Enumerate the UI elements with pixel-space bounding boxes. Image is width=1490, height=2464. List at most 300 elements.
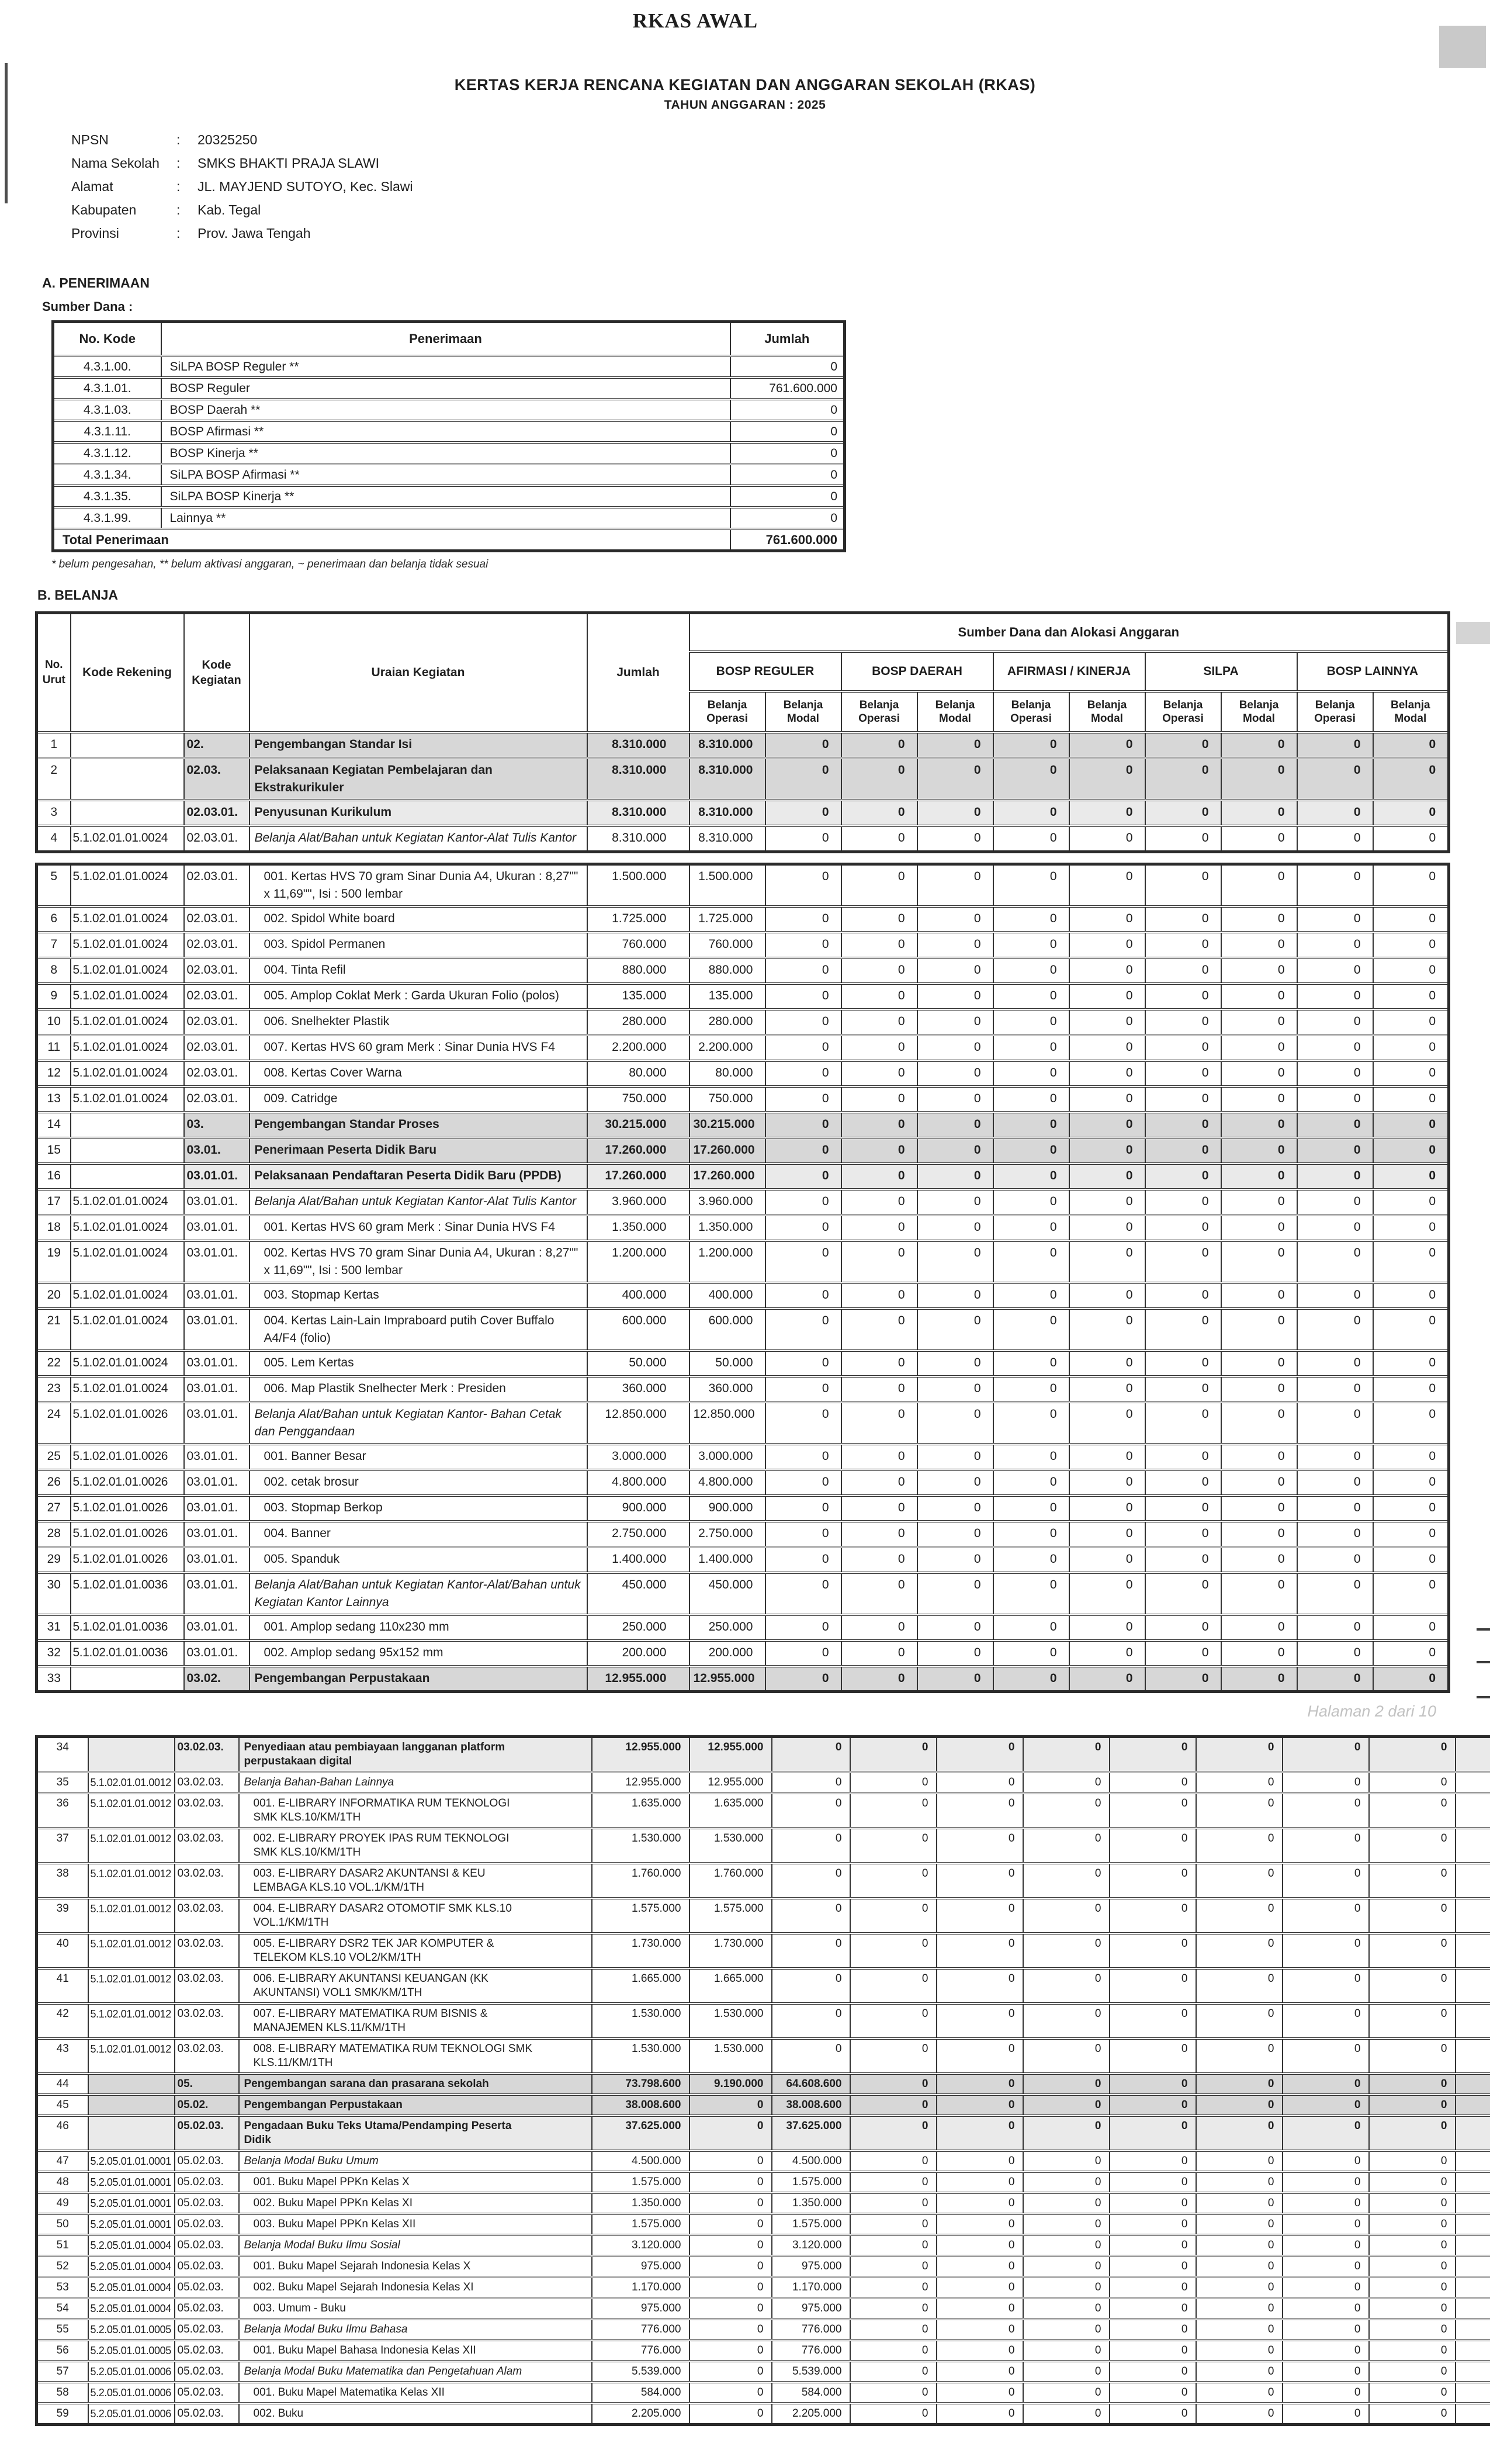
cell-bosp-daerah-operasi: 0 bbox=[841, 1666, 917, 1692]
cell-jumlah: 4.800.000 bbox=[587, 1470, 689, 1496]
cell-bosp-lainnya-modal: 0 bbox=[1373, 1351, 1449, 1376]
cell-bosp-daerah-operasi: 0 bbox=[841, 1444, 917, 1470]
cell-bosp-daerah-operasi: 0 bbox=[841, 800, 917, 826]
cell-silpa-operasi: 0 bbox=[1196, 2074, 1283, 2095]
col-header-sumber-dana: Sumber Dana dan Alokasi Anggaran bbox=[689, 613, 1449, 652]
cell-uraian: 005. Amplop Coklat Merk : Garda Ukuran Folio (polos) bbox=[250, 984, 587, 1009]
cell-bosp-lainnya-operasi: 0 bbox=[1297, 1138, 1373, 1164]
info-value: SMKS BHAKTI PRAJA SLAWI bbox=[197, 155, 379, 171]
cell-silpa-modal: 0 bbox=[1221, 932, 1297, 958]
cell-kode-rekening: 5.1.02.01.01.0024 bbox=[71, 1189, 184, 1215]
cell-jumlah: 360.000 bbox=[587, 1376, 689, 1402]
cell-bosp-lainnya-operasi: 0 bbox=[1369, 2151, 1456, 2172]
cell-kode-kegiatan: 02.03.01. bbox=[184, 906, 250, 932]
cell-bosp-daerah-operasi: 0 bbox=[841, 1470, 917, 1496]
cell-bosp-daerah-operasi: 0 bbox=[841, 732, 917, 758]
cell-no-urut: 20 bbox=[37, 1283, 71, 1309]
cell-bosp-lainnya-operasi: 0 bbox=[1369, 1968, 1456, 2003]
cell-silpa-operasi: 0 bbox=[1196, 2361, 1283, 2382]
cell-bosp-lainnya-operasi: 0 bbox=[1297, 1035, 1373, 1061]
cell-bosp-daerah-operasi: 0 bbox=[841, 1241, 917, 1283]
cell-silpa-modal: 0 bbox=[1221, 1061, 1297, 1086]
cell-kode-rekening: 5.1.02.01.01.0026 bbox=[71, 1521, 184, 1547]
cell-afirmasi-operasi: 0 bbox=[993, 1309, 1069, 1351]
cell-silpa-operasi: 0 bbox=[1145, 1164, 1221, 1189]
cell-bosp-reguler-operasi: 135.000 bbox=[689, 984, 765, 1009]
scan-artifact-corner-box bbox=[1439, 26, 1486, 68]
cell-kode-rekening: 5.2.05.01.01.0006 bbox=[88, 2403, 175, 2425]
cell-kode-rekening: 5.1.02.01.01.0024 bbox=[71, 1086, 184, 1112]
cell-uraian: 004. Banner bbox=[250, 1521, 587, 1547]
cell-silpa-operasi: 0 bbox=[1145, 1444, 1221, 1470]
cell-jumlah: 2.200.000 bbox=[587, 1035, 689, 1061]
cell-bosp-daerah-modal: 0 bbox=[917, 958, 993, 984]
cell-uraian: Belanja Alat/Bahan untuk Kegiatan Kantor- Bahan Cetak dan Penggandaan bbox=[250, 1402, 587, 1444]
cell-bosp-daerah-modal: 0 bbox=[917, 984, 993, 1009]
cell-kode: 4.3.1.34. bbox=[53, 464, 161, 486]
cell-bosp-reguler-operasi: 1.530.000 bbox=[689, 1828, 772, 1863]
cell-kode: 4.3.1.99. bbox=[53, 507, 161, 529]
cell-jumlah: 0 bbox=[730, 464, 845, 486]
cell-silpa-modal: 0 bbox=[1283, 2193, 1369, 2214]
cell-bosp-reguler-modal: 1.350.000 bbox=[772, 2193, 850, 2214]
cell-bosp-reguler-operasi: 0 bbox=[689, 2095, 772, 2116]
cell-bosp-reguler-operasi: 1.575.000 bbox=[689, 1898, 772, 1933]
cell-kode-rekening bbox=[88, 1737, 175, 1773]
cell-bosp-lainnya-modal: 0 bbox=[1373, 1547, 1449, 1573]
cell-afirmasi-operasi: 0 bbox=[1023, 2277, 1110, 2298]
cell-silpa-operasi: 0 bbox=[1145, 1666, 1221, 1692]
cell-kode-rekening: 5.1.02.01.01.0026 bbox=[71, 1470, 184, 1496]
cell-bosp-lainnya-operasi: 0 bbox=[1297, 1496, 1373, 1521]
cell-silpa-modal: 0 bbox=[1283, 1793, 1369, 1828]
cell-kode-rekening: 5.1.02.01.01.0026 bbox=[71, 1402, 184, 1444]
col-header-belanja-operasi: Belanja Operasi bbox=[1145, 691, 1221, 732]
cell-afirmasi-operasi: 0 bbox=[1023, 2340, 1110, 2361]
cell-silpa-modal: 0 bbox=[1283, 1968, 1369, 2003]
cell-no-urut: 40 bbox=[37, 1933, 88, 1968]
cell-bosp-lainnya-modal: 0 bbox=[1373, 1035, 1449, 1061]
cell-kode-rekening: 5.1.02.01.01.0012 bbox=[88, 1968, 175, 2003]
belanja-row bbox=[37, 2382, 1490, 2403]
cell-silpa-modal: 0 bbox=[1221, 1615, 1297, 1641]
cell-kode-kegiatan: 03.01.01. bbox=[184, 1241, 250, 1283]
cell-bosp-reguler-operasi: 17.260.000 bbox=[689, 1138, 765, 1164]
cell-bosp-lainnya-modal-clipped bbox=[1456, 2235, 1490, 2256]
cell-kode: 4.3.1.03. bbox=[53, 399, 161, 421]
cell-afirmasi-modal: 0 bbox=[1110, 1863, 1196, 1898]
cell-uraian: 001. Buku Mapel Matematika Kelas XII bbox=[239, 2382, 592, 2403]
cell-bosp-reguler-modal: 0 bbox=[765, 1215, 841, 1241]
penerimaan-row bbox=[53, 356, 845, 378]
cell-silpa-modal: 0 bbox=[1283, 1737, 1369, 1773]
cell-silpa-modal: 0 bbox=[1221, 906, 1297, 932]
cell-silpa-modal: 0 bbox=[1221, 758, 1297, 800]
cell-silpa-operasi: 0 bbox=[1196, 1933, 1283, 1968]
cell-uraian: 006. Map Plastik Snelhecter Merk : Presiden bbox=[250, 1376, 587, 1402]
cell-silpa-operasi: 0 bbox=[1196, 2277, 1283, 2298]
cell-uraian: 006. Snelhekter Plastik bbox=[250, 1009, 587, 1035]
cell-silpa-modal: 0 bbox=[1283, 2298, 1369, 2319]
cell-jumlah: 1.350.000 bbox=[587, 1215, 689, 1241]
cell-kode-rekening: 5.1.02.01.01.0024 bbox=[71, 984, 184, 1009]
penerimaan-row bbox=[53, 421, 845, 442]
cell-jumlah: 73.798.600 bbox=[592, 2074, 689, 2095]
cell-afirmasi-operasi: 0 bbox=[993, 906, 1069, 932]
cell-bosp-lainnya-operasi: 0 bbox=[1369, 2074, 1456, 2095]
cell-bosp-lainnya-modal-clipped bbox=[1456, 2095, 1490, 2116]
cell-bosp-reguler-modal: 0 bbox=[765, 800, 841, 826]
cell-kode-kegiatan: 02.03.01. bbox=[184, 984, 250, 1009]
cell-jumlah: 1.725.000 bbox=[587, 906, 689, 932]
cell-silpa-operasi: 0 bbox=[1196, 2095, 1283, 2116]
cell-jumlah: 17.260.000 bbox=[587, 1164, 689, 1189]
cell-afirmasi-operasi: 0 bbox=[993, 1496, 1069, 1521]
cell-uraian: Belanja Bahan-Bahan Lainnya bbox=[239, 1772, 592, 1793]
cell-kode-kegiatan: 03.02.03. bbox=[175, 1968, 239, 2003]
cell-jumlah: 50.000 bbox=[587, 1351, 689, 1376]
cell-bosp-reguler-operasi: 9.190.000 bbox=[689, 2074, 772, 2095]
cell-bosp-reguler-modal: 0 bbox=[772, 2003, 850, 2039]
cell-silpa-modal: 0 bbox=[1221, 1376, 1297, 1402]
cell-kode-rekening: 5.2.05.01.01.0005 bbox=[88, 2340, 175, 2361]
cell-bosp-daerah-modal: 0 bbox=[917, 1189, 993, 1215]
cell-jumlah: 750.000 bbox=[587, 1086, 689, 1112]
belanja-row bbox=[37, 1547, 1449, 1573]
cell-afirmasi-operasi: 0 bbox=[1023, 2382, 1110, 2403]
cell-silpa-operasi: 0 bbox=[1145, 800, 1221, 826]
cell-kode-kegiatan: 02.03.01. bbox=[184, 800, 250, 826]
belanja-row bbox=[37, 984, 1449, 1009]
cell-afirmasi-modal: 0 bbox=[1069, 1061, 1145, 1086]
cell-jumlah: 3.120.000 bbox=[592, 2235, 689, 2256]
col-header-uraian: Uraian Kegiatan bbox=[250, 613, 587, 733]
cell-bosp-lainnya-modal: 0 bbox=[1373, 958, 1449, 984]
cell-jumlah: 760.000 bbox=[587, 932, 689, 958]
cell-bosp-daerah-operasi: 0 bbox=[841, 958, 917, 984]
cell-uraian: 003. Spidol Permanen bbox=[250, 932, 587, 958]
cell-bosp-lainnya-operasi: 0 bbox=[1369, 2277, 1456, 2298]
cell-bosp-lainnya-operasi: 0 bbox=[1297, 1402, 1373, 1444]
cell-bosp-lainnya-modal-clipped bbox=[1456, 1863, 1490, 1898]
cell-no-urut: 54 bbox=[37, 2298, 88, 2319]
cell-bosp-daerah-modal: 0 bbox=[917, 800, 993, 826]
cell-jumlah: 1.400.000 bbox=[587, 1547, 689, 1573]
cell-silpa-modal: 0 bbox=[1283, 2382, 1369, 2403]
cell-kode-kegiatan: 03.01.01. bbox=[184, 1351, 250, 1376]
cell-penerimaan: BOSP Kinerja ** bbox=[161, 442, 730, 464]
cell-bosp-lainnya-modal-clipped bbox=[1456, 2256, 1490, 2277]
cell-bosp-reguler-operasi: 3.960.000 bbox=[689, 1189, 765, 1215]
cell-bosp-lainnya-operasi: 0 bbox=[1297, 1573, 1373, 1615]
cell-kode-kegiatan: 05.02.03. bbox=[175, 2214, 239, 2235]
cell-uraian: Pengembangan sarana dan prasarana sekolah bbox=[239, 2074, 592, 2095]
cell-silpa-modal: 0 bbox=[1221, 1035, 1297, 1061]
cell-bosp-reguler-modal: 0 bbox=[765, 1615, 841, 1641]
cell-bosp-daerah-operasi: 0 bbox=[850, 2193, 937, 2214]
cell-bosp-lainnya-operasi: 0 bbox=[1297, 1164, 1373, 1189]
cell-no-urut: 23 bbox=[37, 1376, 71, 1402]
cell-afirmasi-modal: 0 bbox=[1110, 2039, 1196, 2074]
cell-bosp-daerah-modal: 0 bbox=[917, 1164, 993, 1189]
cell-bosp-lainnya-operasi: 0 bbox=[1369, 1863, 1456, 1898]
cell-bosp-daerah-operasi: 0 bbox=[841, 758, 917, 800]
cell-bosp-lainnya-operasi: 0 bbox=[1369, 2095, 1456, 2116]
cell-no-urut: 58 bbox=[37, 2382, 88, 2403]
doc-title: RKAS AWAL bbox=[0, 9, 1440, 33]
cell-bosp-daerah-modal: 0 bbox=[917, 758, 993, 800]
cell-silpa-modal: 0 bbox=[1283, 2277, 1369, 2298]
cell-kode-rekening: 5.2.05.01.01.0006 bbox=[88, 2382, 175, 2403]
cell-afirmasi-modal: 0 bbox=[1069, 1641, 1145, 1666]
belanja-row bbox=[37, 2235, 1490, 2256]
belanja-row bbox=[37, 1009, 1449, 1035]
cell-kode-kegiatan: 02.03.01. bbox=[184, 1035, 250, 1061]
cell-bosp-reguler-modal: 0 bbox=[772, 1933, 850, 1968]
info-label: Provinsi bbox=[71, 226, 176, 241]
cell-bosp-daerah-modal: 0 bbox=[937, 2172, 1023, 2193]
scan-artifact-tick bbox=[1477, 1661, 1490, 1663]
cell-bosp-daerah-modal: 0 bbox=[937, 1772, 1023, 1793]
cell-bosp-daerah-operasi: 0 bbox=[850, 2039, 937, 2074]
cell-bosp-lainnya-operasi: 0 bbox=[1369, 1737, 1456, 1773]
cell-afirmasi-operasi: 0 bbox=[1023, 2214, 1110, 2235]
cell-bosp-daerah-modal: 0 bbox=[937, 1793, 1023, 1828]
cell-kode-kegiatan: 05.02.03. bbox=[175, 2319, 239, 2340]
cell-bosp-reguler-modal: 0 bbox=[765, 1309, 841, 1351]
cell-afirmasi-modal: 0 bbox=[1069, 1189, 1145, 1215]
cell-afirmasi-modal: 0 bbox=[1069, 984, 1145, 1009]
penerimaan-row bbox=[53, 486, 845, 507]
cell-no-urut: 18 bbox=[37, 1215, 71, 1241]
cell-bosp-reguler-operasi: 0 bbox=[689, 2116, 772, 2151]
cell-bosp-lainnya-modal: 0 bbox=[1373, 1376, 1449, 1402]
info-colon: : bbox=[176, 226, 197, 241]
cell-silpa-operasi: 0 bbox=[1196, 2003, 1283, 2039]
cell-afirmasi-modal: 0 bbox=[1110, 1968, 1196, 2003]
footnote: * belum pengesahan, ** belum aktivasi anggaran, ~ penerimaan dan belanja tidak sesuai bbox=[51, 558, 1490, 571]
cell-bosp-lainnya-modal-clipped bbox=[1456, 2003, 1490, 2039]
cell-afirmasi-modal: 0 bbox=[1069, 1215, 1145, 1241]
info-row bbox=[71, 155, 1490, 171]
cell-bosp-reguler-operasi: 30.215.000 bbox=[689, 1112, 765, 1138]
cell-bosp-reguler-modal: 0 bbox=[765, 958, 841, 984]
cell-bosp-reguler-operasi: 0 bbox=[689, 2256, 772, 2277]
cell-uraian: 001. Buku Mapel PPKn Kelas X bbox=[239, 2172, 592, 2193]
cell-bosp-daerah-modal: 0 bbox=[937, 2193, 1023, 2214]
col-header-jumlah: Jumlah bbox=[730, 322, 845, 357]
cell-kode-kegiatan: 03.02.03. bbox=[175, 2003, 239, 2039]
cell-bosp-reguler-modal: 0 bbox=[765, 732, 841, 758]
cell-bosp-daerah-modal: 0 bbox=[917, 1547, 993, 1573]
cell-bosp-reguler-modal: 1.575.000 bbox=[772, 2214, 850, 2235]
cell-jumlah: 0 bbox=[730, 486, 845, 507]
cell-kode-kegiatan: 03.02.03. bbox=[175, 2039, 239, 2074]
cell-jumlah: 8.310.000 bbox=[587, 800, 689, 826]
cell-afirmasi-modal: 0 bbox=[1110, 2319, 1196, 2340]
cell-bosp-lainnya-modal-clipped bbox=[1456, 1737, 1490, 1773]
cell-silpa-modal: 0 bbox=[1283, 2361, 1369, 2382]
cell-uraian: 002. cetak brosur bbox=[250, 1470, 587, 1496]
cell-afirmasi-operasi: 0 bbox=[1023, 1863, 1110, 1898]
cell-kode-rekening bbox=[88, 2116, 175, 2151]
cell-silpa-modal: 0 bbox=[1283, 2235, 1369, 2256]
cell-afirmasi-modal: 0 bbox=[1069, 1444, 1145, 1470]
belanja-row bbox=[37, 732, 1449, 758]
cell-bosp-reguler-modal: 0 bbox=[765, 1061, 841, 1086]
belanja-row bbox=[37, 800, 1449, 826]
section-b-title: B. BELANJA bbox=[37, 587, 1490, 603]
cell-jumlah: 1.760.000 bbox=[592, 1863, 689, 1898]
info-row bbox=[71, 179, 1490, 195]
cell-no-urut: 8 bbox=[37, 958, 71, 984]
cell-bosp-daerah-modal: 0 bbox=[917, 906, 993, 932]
belanja-row bbox=[37, 1496, 1449, 1521]
cell-no-urut: 26 bbox=[37, 1470, 71, 1496]
cell-bosp-daerah-operasi: 0 bbox=[841, 1521, 917, 1547]
cell-bosp-lainnya-modal: 0 bbox=[1373, 1309, 1449, 1351]
cell-bosp-reguler-operasi: 8.310.000 bbox=[689, 800, 765, 826]
cell-afirmasi-operasi: 0 bbox=[1023, 1793, 1110, 1828]
cell-bosp-reguler-modal: 64.608.600 bbox=[772, 2074, 850, 2095]
cell-jumlah: 30.215.000 bbox=[587, 1112, 689, 1138]
cell-silpa-modal: 0 bbox=[1221, 1547, 1297, 1573]
cell-bosp-daerah-operasi: 0 bbox=[850, 1737, 937, 1773]
cell-bosp-daerah-operasi: 0 bbox=[841, 1164, 917, 1189]
cell-afirmasi-modal: 0 bbox=[1110, 2116, 1196, 2151]
cell-bosp-lainnya-modal-clipped bbox=[1456, 2340, 1490, 2361]
school-info bbox=[71, 132, 1490, 241]
info-value: Prov. Jawa Tengah bbox=[197, 226, 311, 241]
belanja-row bbox=[37, 1112, 1449, 1138]
cell-bosp-lainnya-operasi: 0 bbox=[1297, 1061, 1373, 1086]
cell-silpa-modal: 0 bbox=[1283, 2319, 1369, 2340]
cell-bosp-daerah-operasi: 0 bbox=[850, 2214, 937, 2235]
cell-bosp-reguler-modal: 0 bbox=[765, 906, 841, 932]
cell-afirmasi-modal: 0 bbox=[1110, 2172, 1196, 2193]
cell-uraian: Pelaksanaan Kegiatan Pembelajaran dan Ekstrakurikuler bbox=[250, 758, 587, 800]
cell-no-urut: 10 bbox=[37, 1009, 71, 1035]
cell-kode-rekening: 5.1.02.01.01.0012 bbox=[88, 2003, 175, 2039]
cell-bosp-lainnya-modal-clipped bbox=[1456, 2116, 1490, 2151]
cell-kode-kegiatan: 02.03.01. bbox=[184, 864, 250, 906]
cell-silpa-modal: 0 bbox=[1221, 1402, 1297, 1444]
cell-jumlah: 3.000.000 bbox=[587, 1444, 689, 1470]
col-header-belanja-operasi: Belanja Operasi bbox=[841, 691, 917, 732]
belanja-row bbox=[37, 1241, 1449, 1283]
cell-no-urut: 22 bbox=[37, 1351, 71, 1376]
col-header-dana-group: BOSP LAINNYA bbox=[1297, 652, 1449, 691]
cell-bosp-daerah-modal: 0 bbox=[917, 826, 993, 852]
info-value: Kab. Tegal bbox=[197, 202, 261, 218]
belanja-row bbox=[37, 1086, 1449, 1112]
cell-no-urut: 5 bbox=[37, 864, 71, 906]
cell-no-urut: 11 bbox=[37, 1035, 71, 1061]
sumber-dana-label: Sumber Dana : bbox=[42, 299, 1490, 314]
cell-afirmasi-modal: 0 bbox=[1069, 1521, 1145, 1547]
cell-jumlah: 1.665.000 bbox=[592, 1968, 689, 2003]
belanja-table-page2-clip bbox=[35, 1735, 1490, 2426]
cell-silpa-modal: 0 bbox=[1221, 864, 1297, 906]
cell-afirmasi-modal: 0 bbox=[1069, 906, 1145, 932]
cell-afirmasi-operasi: 0 bbox=[993, 1444, 1069, 1470]
penerimaan-row bbox=[53, 399, 845, 421]
cell-uraian: 002. Amplop sedang 95x152 mm bbox=[250, 1641, 587, 1666]
cell-jumlah: 200.000 bbox=[587, 1641, 689, 1666]
cell-afirmasi-operasi: 0 bbox=[993, 1376, 1069, 1402]
cell-bosp-daerah-modal: 0 bbox=[917, 732, 993, 758]
cell-bosp-lainnya-modal-clipped bbox=[1456, 1933, 1490, 1968]
cell-kode: 4.3.1.35. bbox=[53, 486, 161, 507]
cell-silpa-operasi: 0 bbox=[1145, 1641, 1221, 1666]
cell-kode-rekening: 5.2.05.01.01.0001 bbox=[88, 2151, 175, 2172]
col-header-kode-rekening: Kode Rekening bbox=[71, 613, 184, 733]
cell-bosp-reguler-operasi: 8.310.000 bbox=[689, 826, 765, 852]
cell-afirmasi-operasi: 0 bbox=[1023, 2361, 1110, 2382]
cell-silpa-modal: 0 bbox=[1283, 2095, 1369, 2116]
cell-silpa-operasi: 0 bbox=[1145, 1112, 1221, 1138]
cell-afirmasi-operasi: 0 bbox=[993, 1283, 1069, 1309]
info-colon: : bbox=[176, 202, 197, 218]
cell-bosp-reguler-modal: 0 bbox=[765, 1035, 841, 1061]
cell-afirmasi-operasi: 0 bbox=[1023, 2172, 1110, 2193]
cell-jumlah: 80.000 bbox=[587, 1061, 689, 1086]
cell-bosp-daerah-modal: 0 bbox=[937, 1933, 1023, 1968]
cell-bosp-daerah-modal: 0 bbox=[917, 1138, 993, 1164]
cell-bosp-reguler-modal: 0 bbox=[765, 1241, 841, 1283]
cell-afirmasi-operasi: 0 bbox=[1023, 1772, 1110, 1793]
cell-uraian: 009. Catridge bbox=[250, 1086, 587, 1112]
belanja-row bbox=[37, 2340, 1490, 2361]
cell-silpa-operasi: 0 bbox=[1196, 1828, 1283, 1863]
scanned-document bbox=[0, 9, 1490, 2464]
col-header-belanja-modal: Belanja Modal bbox=[917, 691, 993, 732]
cell-uraian: 001. Banner Besar bbox=[250, 1444, 587, 1470]
cell-afirmasi-operasi: 0 bbox=[993, 1547, 1069, 1573]
cell-kode-rekening: 5.1.02.01.01.0024 bbox=[71, 1283, 184, 1309]
cell-jumlah: 5.539.000 bbox=[592, 2361, 689, 2382]
cell-bosp-daerah-operasi: 0 bbox=[841, 984, 917, 1009]
cell-kode-rekening bbox=[71, 1666, 184, 1692]
belanja-table-page1 bbox=[35, 863, 1450, 1694]
cell-afirmasi-operasi: 0 bbox=[993, 958, 1069, 984]
belanja-row bbox=[37, 2298, 1490, 2319]
belanja-row bbox=[37, 2074, 1490, 2095]
belanja-row bbox=[37, 826, 1449, 852]
cell-kode-kegiatan: 03.01.01. bbox=[184, 1521, 250, 1547]
cell-uraian: 003. Buku Mapel PPKn Kelas XII bbox=[239, 2214, 592, 2235]
belanja-row bbox=[37, 2403, 1490, 2425]
cell-bosp-daerah-operasi: 0 bbox=[841, 1189, 917, 1215]
cell-bosp-daerah-modal: 0 bbox=[937, 2074, 1023, 2095]
cell-afirmasi-operasi: 0 bbox=[993, 1615, 1069, 1641]
cell-jumlah: 2.750.000 bbox=[587, 1521, 689, 1547]
cell-jumlah: 0 bbox=[730, 421, 845, 442]
cell-kode-kegiatan: 02.03.01. bbox=[184, 1061, 250, 1086]
cell-afirmasi-modal: 0 bbox=[1110, 2214, 1196, 2235]
penerimaan-row bbox=[53, 464, 845, 486]
cell-bosp-daerah-modal: 0 bbox=[937, 2039, 1023, 2074]
cell-silpa-modal: 0 bbox=[1221, 1215, 1297, 1241]
cell-bosp-lainnya-operasi: 0 bbox=[1297, 1009, 1373, 1035]
cell-silpa-operasi: 0 bbox=[1145, 1496, 1221, 1521]
cell-bosp-daerah-modal: 0 bbox=[917, 1035, 993, 1061]
cell-bosp-reguler-modal: 0 bbox=[772, 2039, 850, 2074]
cell-bosp-daerah-modal: 0 bbox=[917, 1376, 993, 1402]
cell-kode-rekening bbox=[71, 1112, 184, 1138]
cell-uraian: Belanja Modal Buku Umum bbox=[239, 2151, 592, 2172]
cell-jumlah: 8.310.000 bbox=[587, 732, 689, 758]
